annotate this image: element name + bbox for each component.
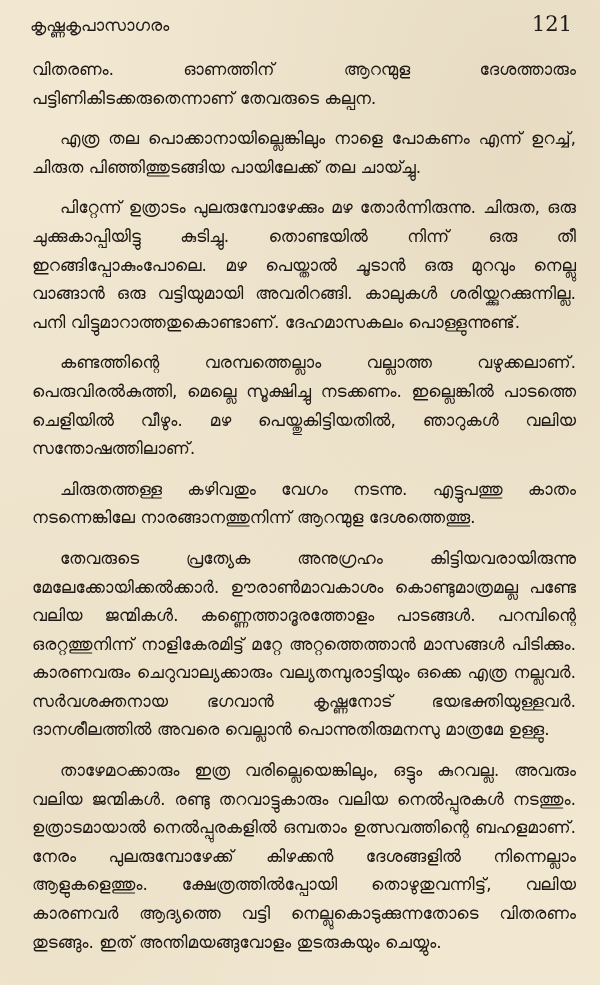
running-title: കൃഷ്ണകൃപാസാഗരം xyxy=(30,16,170,36)
paragraph: തേവരുടെ പ്രത്യേക അനുഗ്രഹം കിട്ടിയവരായിരുന്നു മേലേക്കോയിക്കൽക്കാർ. ഊരാൺമാവകാശം കൊണ്ടുമാത്രമല്ല പണ്ടേ വലിയ ജന്മികൾ. കണ്ണെത്താദൂരത്തോളം പാടങ്ങൾ. പറമ്പിന്റെ ഒരറ്റത്തുനിന്ന് നാളികേരമിട്ട് മറ്റേ അറ്റത്തെത്താൻ മാസങ്ങൾ പിടിക്കും. കാരണവരും ചെറുവാല്യക്കാരും വല്യതമ്പുരാട്ടിയും ഒക്കെ എത്ര നല്ലവർ. സർവശക്തനായ ഭഗവാൻ കൃഷ്ണനോട് ഭയഭക്തിയുള്ളവർ. ദാനശീലത്തിൽ അവരെ വെല്ലാൻ പൊന്നുതിരുമനസു മാത്രമേ ഉള്ളു. xyxy=(32,548,576,741)
paragraph: എത്ര തല പൊക്കാനായില്ലെങ്കിലും നാളെ പോകണം എന്ന് ഉറച്ച്, ചിരുത പിഞ്ഞിത്തുടങ്ങിയ പായിലേക്ക് തല ചായ്ച്ചു. xyxy=(32,129,576,178)
paragraph: താഴേമഠക്കാരും ഇത്ര വരില്ലെയെങ്കിലും, ഒട്ടും കുറവല്ല. അവരും വലിയ ജന്മികൾ. രണ്ടു തറവാട്ടുകാരും വലിയ നെൽപ്പുരകൾ നടത്തും. ഉത്രാടമായാൽ നെൽപ്പുരകളിൽ ഒമ്പതാം ഉത്സവത്തിന്റെ ബഹളമാണ്. നേരം പുലരുമ്പോഴേക്ക് കിഴക്കൻ ദേശങ്ങളിൽ നിന്നെല്ലാം ആളുകളെത്തും. ക്ഷേത്രത്തിൽപ്പോയി തൊഴുതുവന്നിട്ട്, വലിയ കാരണവർ ആദ്യത്തെ വട്ടി നെല്ലുകൊടുക്കുന്നതോടെ വിതരണം തുടങ്ങും. ഇത് അന്തിമയങ്ങുവോളം തുടരുകയും ചെയ്യും. xyxy=(32,761,576,953)
paragraph: പിറ്റേന്ന് ഉത്രാടം പുലരുമ്പോഴേക്കും മഴ തോർന്നിരുന്നു. ചിരുത, ഒരു ചുക്കുകാപ്പിയിട്ടു കുടിച്ചു. തൊണ്ടയിൽ നിന്ന് ഒരു തീ ഇറങ്ങിപ്പോകുംപോലെ. മഴ പെയ്താൽ ചൂടാൻ ഒരു മുറവും നെല്ലു വാങ്ങാൻ ഒരു വട്ടിയുമായി അവരിറങ്ങി. കാലുകൾ ശരിയ്ക്കുറക്കുന്നില്ല. പനി വിട്ടുമാറാത്തതുകൊണ്ടാണ്. ദേഹമാസകലം പൊള്ളുന്നുണ്ട്. xyxy=(32,198,576,333)
body-text xyxy=(32,56,576,969)
page-number: 121 xyxy=(531,12,572,36)
paragraph: വിതരണം. ഓണത്തിന് ആറന്മുള ദേശത്താരും പട്ടിണികിടക്കരുതെന്നാണ് തേവരുടെ കല്പന. xyxy=(32,60,576,109)
paragraph: ചിരുതത്തള്ള കഴിവതും വേഗം നടന്നു. എട്ടുപത്തു കാതം നടന്നെങ്കിലേ നാരങ്ങാനത്തുനിന്ന് ആറന്മുള ദേശത്തെത്തൂ. xyxy=(32,479,576,529)
paragraph: കണ്ടത്തിന്റെ വരമ്പത്തെല്ലാം വല്ലാത്ത വഴുക്കലാണ്. പെരുവിരൽകുത്തി, മെല്ലെ സൂക്ഷിച്ചു നടക്കണം. ഇല്ലെങ്കിൽ പാടത്തെ ചെളിയിൽ വീഴും. മഴ പെയ്തുകിട്ടിയതിൽ, ഞാറുകൾ വലിയ സന്തോഷത്തിലാണ്. xyxy=(32,353,576,460)
page-header xyxy=(30,10,572,44)
